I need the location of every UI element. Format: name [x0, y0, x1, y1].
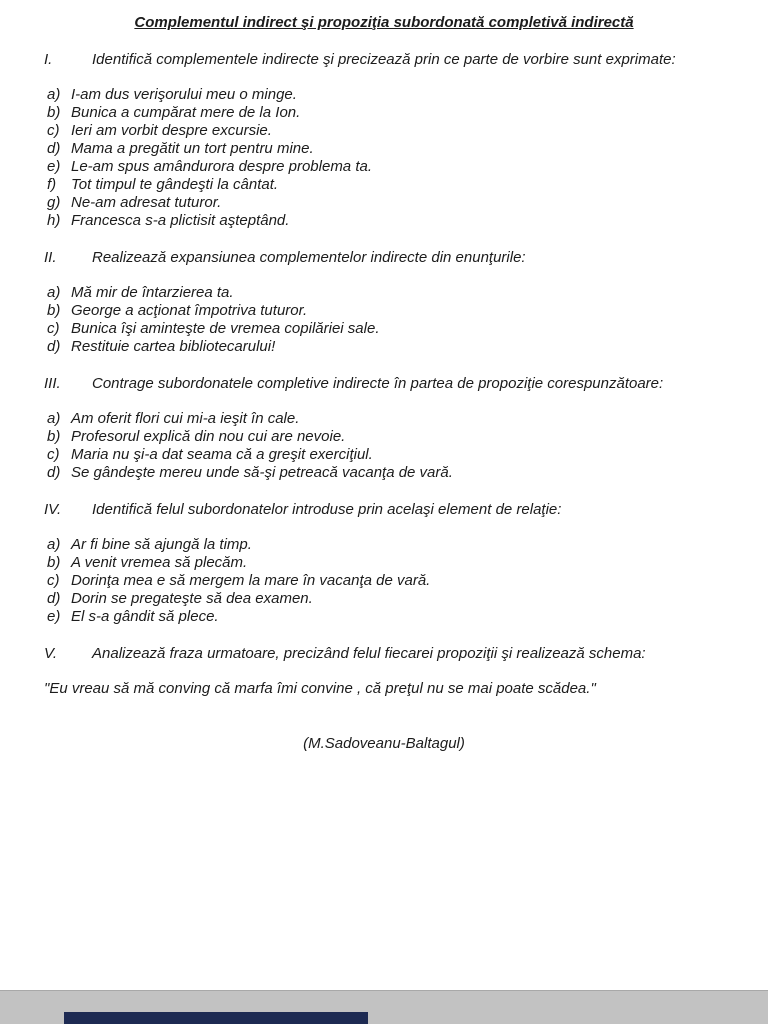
item-label: a) — [47, 284, 61, 301]
item-label: f) — [47, 176, 57, 193]
item-label: c) — [47, 320, 60, 337]
item-text: George a acţionat împotriva tuturor. — [71, 302, 308, 319]
item-label: c) — [47, 446, 60, 463]
item-text: Tot timpul te gândeşti la cântat. — [71, 176, 279, 193]
list-item — [44, 86, 724, 104]
quote-text: "Eu vreau să mă conving că marfa îmi convine , că preţul nu se mai poate scădea." — [44, 680, 596, 697]
item-text: Dorinţa mea e să mergem la mare în vacanţa de vară. — [71, 572, 431, 589]
item-label: a) — [47, 536, 61, 553]
item-text: A venit vremea să plecăm. — [71, 554, 248, 571]
list-item — [44, 122, 724, 140]
section — [44, 249, 724, 356]
page-title: Complementul indirect şi propoziţia subordonată completivă indirectă — [134, 14, 634, 31]
item-list — [44, 536, 724, 626]
section — [44, 375, 724, 482]
section-numeral: II. — [44, 249, 57, 266]
section-heading — [44, 501, 724, 519]
list-item — [44, 608, 724, 626]
list-item — [44, 302, 724, 320]
item-text: Am oferit flori cui mi-a ieşit în cale. — [71, 410, 300, 427]
item-text: Profesorul explică din nou cui are nevoie. — [71, 428, 346, 445]
list-item — [44, 320, 724, 338]
section-heading-text: Realizează expansiunea complementelor indirecte din enunţurile: — [92, 249, 526, 266]
section-heading-text: Identifică complementele indirecte şi precizează prin ce parte de vorbire sunt exprimate: — [92, 51, 676, 68]
item-label: g) — [47, 194, 61, 211]
item-text: Dorin se pregateşte să dea examen. — [71, 590, 313, 607]
section — [44, 501, 724, 626]
list-item — [44, 536, 724, 554]
item-label: h) — [47, 212, 61, 229]
item-label: d) — [47, 338, 61, 355]
item-text: Le-am spus amândurora despre problema ta. — [71, 158, 372, 175]
list-item — [44, 410, 724, 428]
item-label: d) — [47, 140, 61, 157]
item-label: b) — [47, 428, 61, 445]
section-numeral: IV. — [44, 501, 62, 518]
item-text: Ne-am adresat tuturor. — [71, 194, 222, 211]
item-text: Se gândeşte mereu unde să-şi petreacă vacanţa de vară. — [71, 464, 453, 481]
item-text: Mă mir de întarzierea ta. — [71, 284, 234, 301]
list-item — [44, 446, 724, 464]
list-item — [44, 428, 724, 446]
list-item — [44, 464, 724, 482]
section-numeral: I. — [44, 51, 53, 68]
item-label: d) — [47, 590, 61, 607]
item-label: c) — [47, 572, 60, 589]
list-item — [44, 212, 724, 230]
item-label: e) — [47, 158, 61, 175]
section-heading-text: Contrage subordonatele completive indirecte în partea de propoziţie corespunzătoare: — [92, 375, 664, 392]
item-label: e) — [47, 608, 61, 625]
section-heading — [44, 249, 724, 267]
next-page-edge — [64, 1012, 368, 1024]
section-heading — [44, 645, 724, 663]
item-text: Maria nu şi-a dat seama că a greşit exerciţiul. — [71, 446, 373, 463]
item-list — [44, 86, 724, 230]
item-text: Bunica îşi aminteşte de vremea copilăriei sale. — [71, 320, 380, 337]
section — [44, 645, 724, 663]
list-item — [44, 590, 724, 608]
item-label: b) — [47, 104, 61, 121]
item-label: d) — [47, 464, 61, 481]
item-text: Restituie cartea bibliotecarului! — [71, 338, 276, 355]
item-text: Mama a pregătit un tort pentru mine. — [71, 140, 314, 157]
item-text: Ieri am vorbit despre excursie. — [71, 122, 272, 139]
item-label: c) — [47, 122, 60, 139]
list-item — [44, 554, 724, 572]
item-list — [44, 410, 724, 482]
section-numeral: III. — [44, 375, 61, 392]
section-heading-text: Identifică felul subordonatelor introduse prin acelaşi element de relaţie: — [92, 501, 562, 518]
section-heading — [44, 375, 724, 393]
item-list — [44, 284, 724, 356]
section-heading-text: Analizează fraza urmatoare, precizând felul fiecarei propoziţii şi realizează schema: — [92, 645, 646, 662]
item-text: Ar fi bine să ajungă la timp. — [71, 536, 252, 553]
sections-container — [44, 51, 724, 663]
section-heading — [44, 51, 724, 69]
item-text: I-am dus verişorului meu o minge. — [71, 86, 297, 103]
list-item — [44, 194, 724, 212]
section — [44, 51, 724, 230]
list-item — [44, 284, 724, 302]
list-item — [44, 140, 724, 158]
item-label: a) — [47, 410, 61, 427]
list-item — [44, 572, 724, 590]
item-text: Bunica a cumpărat mere de la Ion. — [71, 104, 301, 121]
item-label: a) — [47, 86, 61, 103]
item-text: Francesca s-a plictisit aşteptând. — [71, 212, 290, 229]
list-item — [44, 338, 724, 356]
attribution: (M.Sadoveanu-Baltagul) — [303, 735, 465, 752]
item-label: b) — [47, 302, 61, 319]
list-item — [44, 176, 724, 194]
section-numeral: V. — [44, 645, 58, 662]
list-item — [44, 158, 724, 176]
item-label: b) — [47, 554, 61, 571]
item-text: El s-a gândit să plece. — [71, 608, 219, 625]
list-item — [44, 104, 724, 122]
bottom-strip — [0, 990, 768, 1024]
